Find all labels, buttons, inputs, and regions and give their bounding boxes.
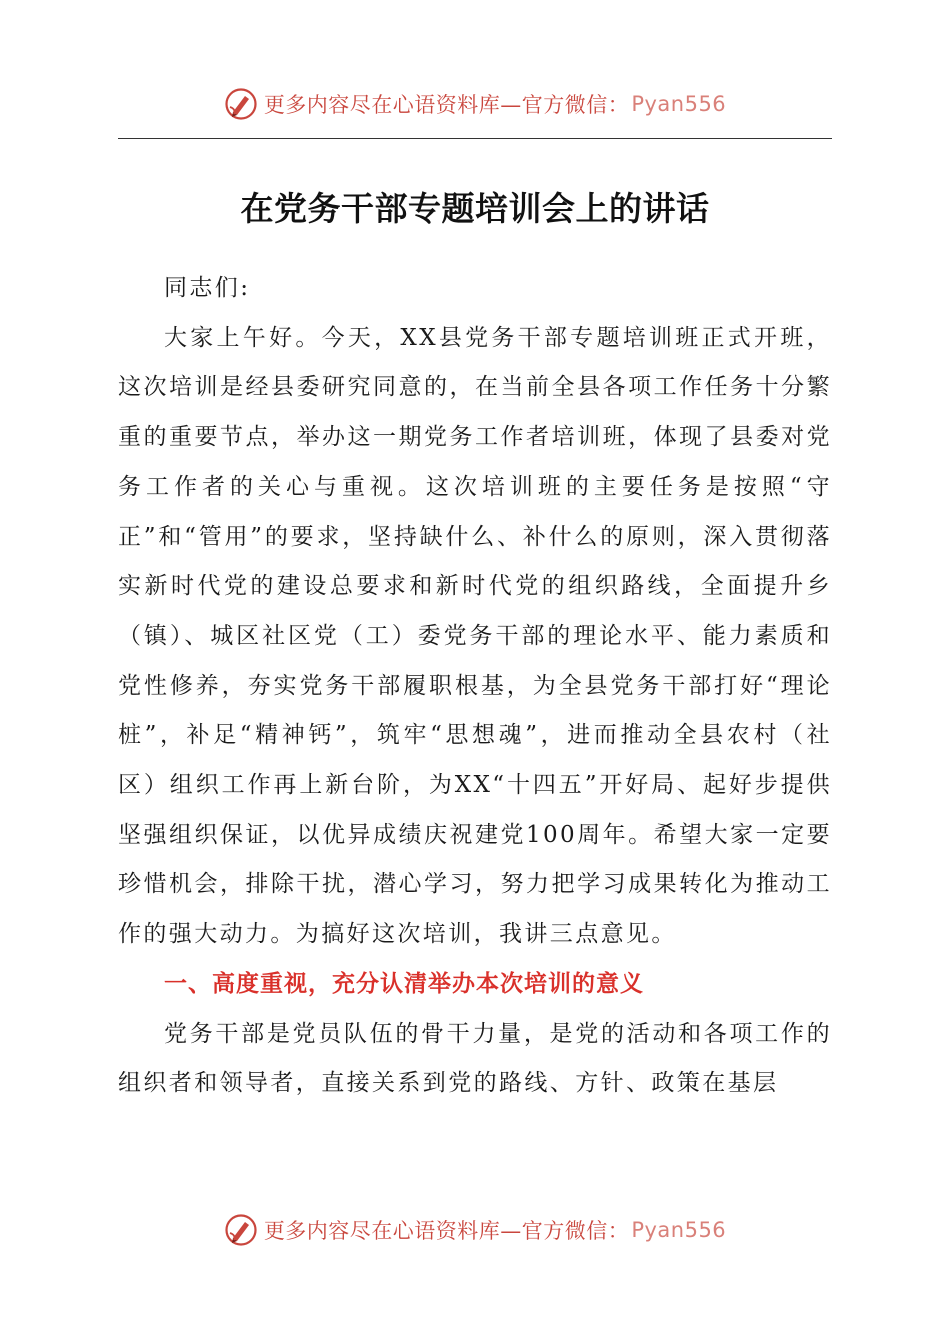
- header-divider: [118, 138, 832, 139]
- footer-watermark: [0, 1210, 950, 1250]
- section-heading: 一、高度重视，充分认清举办本次培训的意义: [164, 970, 644, 997]
- section-paragraph: 党务干部是党员队伍的骨干力量，是党的活动和各项工作的组织者和领导者，直接关系到党的路线、方针、政策在基层: [118, 1020, 832, 1097]
- watermark-text: 更多内容尽在心语资料库—官方微信：: [263, 1219, 630, 1243]
- watermark-wechat-id: Pyan556: [631, 1218, 727, 1242]
- document-body: [118, 264, 832, 1109]
- pen-logo-icon: [224, 87, 258, 121]
- header-watermark: [0, 84, 950, 124]
- watermark-wechat-id: Pyan556: [631, 92, 727, 116]
- document-title: 在党务干部专题培训会上的讲话: [240, 189, 710, 228]
- salutation: 同志们:: [164, 275, 251, 301]
- body-paragraph: 大家上午好。今天，XX县党务干部专题培训班正式开班，这次培训是经县委研究同意的，在当前全县各项工作任务十分繁重的重要节点，举办这一期党务工作者培训班，体现了县委对党务工作者的关心与重视。这次培训班的主要任务是按照“守正”和“管用”的要求，坚持缺什么、补什么的原则，深入贯彻落实新时代党的建设总要求和新时代党的组织路线，全面提升乡（镇）、城区社区党（工）委党务干部的理论水平、能力素质和党性修养，夯实党务干部履职根基，为全县党务干部打好“理论桩”，补足“精神钙”，筑牢“思想魂”，进而推动全县农村（社区）组织工作再上新台阶，为XX“十四五”开好局、起好步提供坚强组织保证，以优异成绩庆祝建党100周年。希望大家一定要珍惜机会，排除干扰，潜心学习，努力把学习成果转化为推动工作的强大动力。为搞好这次培训，我讲三点意见。: [118, 324, 832, 948]
- pen-logo-icon: [224, 1213, 258, 1247]
- watermark-text: 更多内容尽在心语资料库—官方微信：: [263, 93, 630, 117]
